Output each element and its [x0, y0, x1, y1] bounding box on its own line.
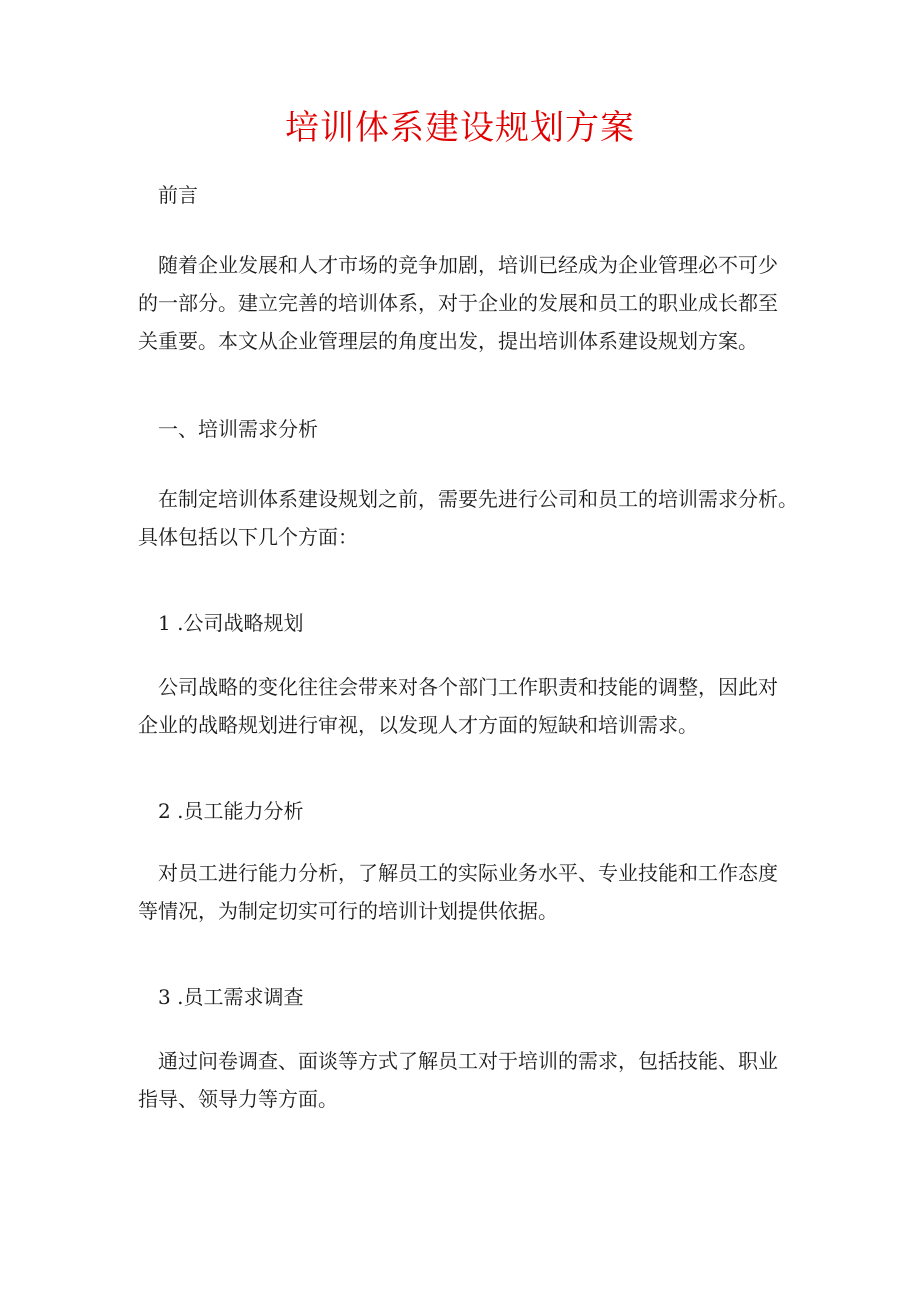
section-1-paragraph: [138, 480, 798, 556]
document-title: 培训体系建设规划方案: [285, 108, 635, 148]
item-2-paragraph: [138, 854, 788, 930]
preface-paragraph: [138, 246, 788, 360]
item-3-paragraph: [138, 1042, 788, 1118]
section-1-heading: 一、培训需求分析: [158, 417, 318, 441]
item-1-heading: 1 .公司战略规划: [158, 611, 304, 635]
item-3-heading: 3 .员工需求调查: [158, 985, 304, 1009]
item-2-line-2: 等情况，为制定切实可行的培训计划提供依据。: [138, 899, 558, 923]
section-1-line-1: 在制定培训体系建设规划之前，需要先进行公司和员工的培训需求分析。: [158, 487, 798, 511]
item-2-line-1: 对员工进行能力分析，了解员工的实际业务水平、专业技能和工作态度: [158, 861, 778, 885]
item-1-paragraph: [138, 668, 788, 744]
item-1-line-1: 公司战略的变化往往会带来对各个部门工作职责和技能的调整，因此对: [158, 675, 778, 699]
section-1-line-2: 具体包括以下几个方面：: [138, 525, 358, 549]
item-3-line-1: 通过问卷调查、面谈等方式了解员工对于培训的需求，包括技能、职业: [158, 1049, 778, 1073]
preface-line-3: 关重要。本文从企业管理层的角度出发，提出培训体系建设规划方案。: [138, 329, 758, 353]
item-3-line-2: 指导、领导力等方面。: [138, 1087, 338, 1111]
item-1-line-2: 企业的战略规划进行审视，以发现人才方面的短缺和培训需求。: [138, 713, 698, 737]
preface-line-2: 的一部分。建立完善的培训体系，对于企业的发展和员工的职业成长都至: [138, 291, 778, 315]
item-2-heading: 2 .员工能力分析: [158, 799, 304, 823]
preface-line-1: 随着企业发展和人才市场的竞争加剧，培训已经成为企业管理必不可少: [158, 253, 778, 277]
preface-heading: 前言: [158, 183, 198, 207]
